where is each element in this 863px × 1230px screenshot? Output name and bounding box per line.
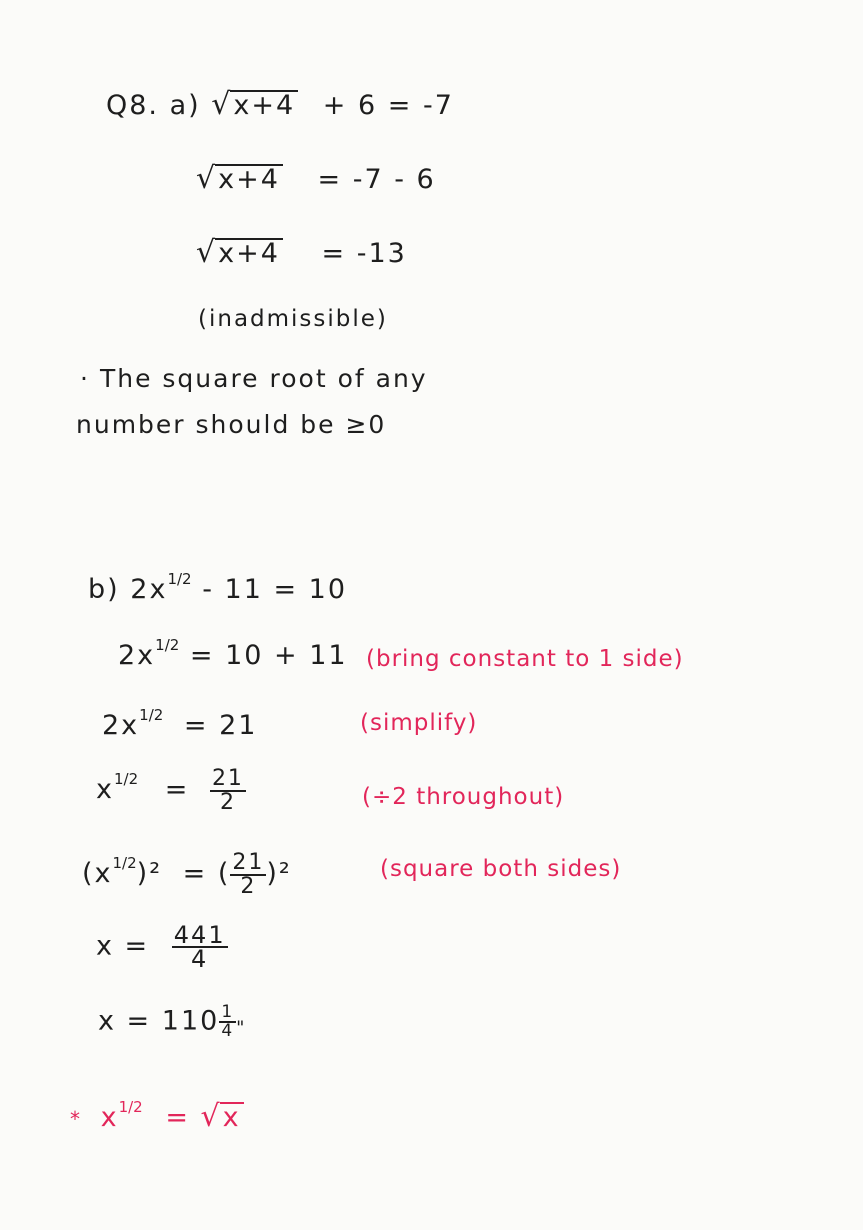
fraction: $\frac{1}{4}$	[221, 1002, 235, 1041]
exponent: 1/2	[118, 1098, 143, 1116]
part-a-line-1	[106, 88, 454, 123]
radicand: x	[220, 1102, 244, 1132]
part-b-step-3: $2x^{1/2} = 21$	[102, 706, 258, 741]
sqrt-symbol: √	[200, 1099, 222, 1134]
equation-rhs: = -13	[321, 238, 407, 269]
annotation-divide: (÷2 throughout)	[362, 784, 565, 810]
part-b-step-2: $2x^{1/2} = 10 + 11$	[118, 636, 348, 671]
radicand: x+4	[215, 164, 283, 194]
question-label: Q8. a)	[106, 90, 201, 121]
fraction: $\frac{21}{2}$	[211, 765, 244, 815]
sqrt-symbol: √	[211, 87, 233, 122]
part-a-line-3	[196, 236, 407, 271]
part-b-step-7: x = 110 $\frac{1}{4}$ "	[98, 1002, 247, 1041]
part-b-step-5: $(x^{1/2})^2$ = ( $\frac{21}{2}$ )²	[82, 849, 292, 899]
annotation-simplify: (simplify)	[360, 710, 478, 736]
exponent: 1/2	[113, 770, 139, 788]
annotation-bring-constant: (bring constant to 1 side)	[366, 646, 684, 672]
bullet: ·	[80, 364, 90, 393]
inadmissible-note: (inadmissible)	[198, 306, 388, 332]
part-b-step-6: x = $\frac{441}{4}$	[96, 921, 226, 973]
part-a-line-2	[196, 162, 436, 197]
exponent: 1/2	[139, 706, 164, 724]
sqrt-symbol: √	[196, 161, 218, 196]
remark-line-1: · The square root of any	[80, 364, 428, 393]
radicand: x+4	[230, 90, 298, 120]
annotation-square: (square both sides)	[380, 856, 622, 882]
equation-rhs: + 6 = -7	[322, 90, 454, 121]
sqrt-symbol: √	[196, 235, 218, 270]
fraction: $\frac{21}{2}$	[232, 849, 265, 899]
exponent: 1/2	[112, 854, 137, 872]
radicand: x+4	[215, 238, 283, 268]
exponent: 1/2	[155, 636, 180, 654]
fraction: $\frac{441}{4}$	[173, 921, 226, 973]
identity-note: * $x^{1/2} = √x$	[70, 1090, 244, 1136]
equation-rhs: = -7 - 6	[317, 164, 436, 195]
part-b-step-4: $x^{1/2}$ = $\frac{21}{2}$	[96, 765, 244, 815]
exponent: 1/2	[167, 570, 192, 588]
part-b-step-1: b) $2x^{1/2} - 11 = 10$	[88, 570, 348, 605]
star-icon: *	[70, 1107, 82, 1131]
answer-mark: "	[236, 1017, 247, 1039]
part-label: b)	[88, 574, 120, 605]
remark-line-2: number should be ≥0	[76, 410, 387, 439]
